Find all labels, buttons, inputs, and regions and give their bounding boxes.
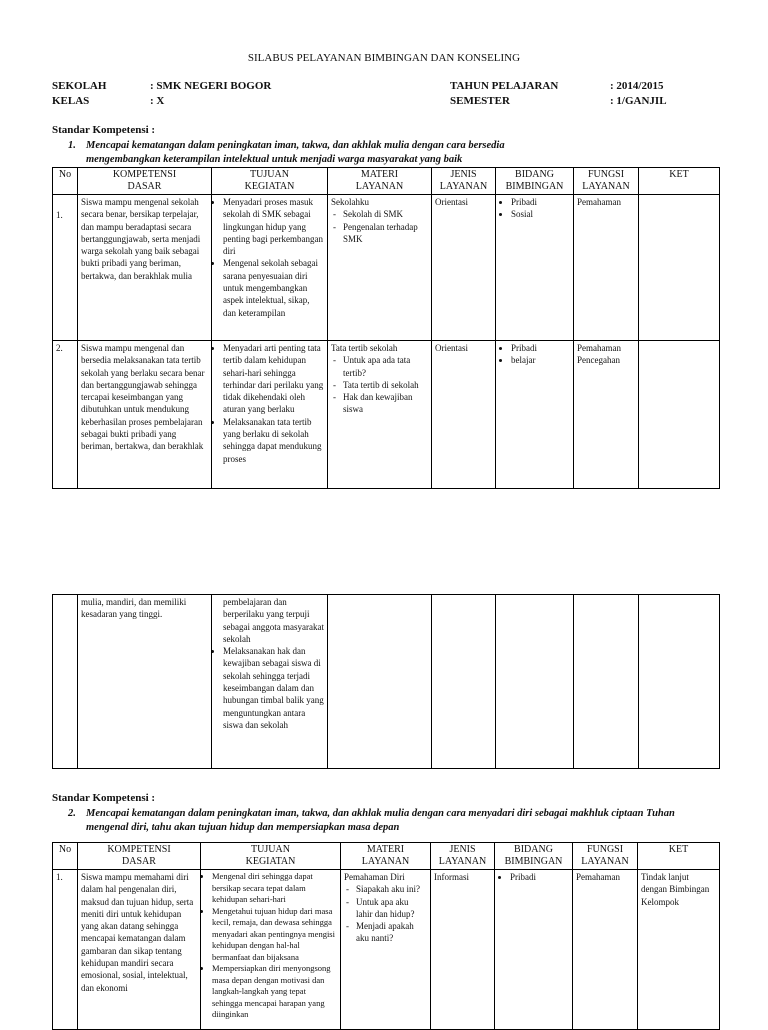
standard2-number: 2. (68, 808, 76, 819)
header-no: No (53, 168, 78, 195)
row-ket (639, 341, 720, 489)
row-kd: mulia, mandiri, dan memiliki kesadaran yang tinggi. (78, 595, 212, 769)
materi-title: Pemahaman Diri (344, 872, 405, 882)
list-item: • Pribadi (511, 196, 570, 208)
row-fungsi: Pemahaman Pencegahan (574, 341, 639, 489)
table-header-row (53, 168, 720, 195)
sekolah-value: : SMK NEGERI BOGOR (150, 80, 272, 92)
table-row (53, 195, 720, 341)
row-materi (328, 341, 432, 489)
list-item: - Hak dan kewajiban siswa (343, 391, 428, 416)
header-ket: KET (638, 843, 720, 870)
tahun-label: TAHUN PELAJARAN (450, 80, 559, 92)
header-no: No (53, 843, 78, 870)
row-bidang (496, 341, 574, 489)
header-jenis: JENIS LAYANAN (432, 168, 496, 195)
row-kd: Siswa mampu mengenal dan bersedia melaksanakan tata tertib sekolah yang berlaku secara benar dan bertanggungjawab sehingga tercapai keseimbangan yang dibutuhkan untuk mendukung keberhasilan proses pembelajaran sebagai bukti pribadi yang beriman, bertakwa, dan berakhlak (78, 341, 212, 489)
standard1-number: 1. (68, 140, 76, 151)
row-jenis: Orientasi (432, 195, 496, 341)
row-materi (341, 870, 431, 1030)
standard1-heading: Standar Kompetensi : (52, 124, 156, 136)
header-bidang: BIDANG BIMBINGAN (496, 168, 574, 195)
list-item: • Sosial (511, 208, 570, 220)
list-item: - Untuk apa ada tata tertib? (343, 354, 428, 379)
list-item: • Melaksanakan hak dan kewajiban sebagai siswa di sekolah sehingga terjadi keseimbangan dalam dan hubungan timbal balik yang menguntungkan antara siswa dan sekolah (223, 645, 324, 731)
standard1-line1: Mencapai kematangan dalam peningkatan iman, takwa, dan akhlak mulia dengan cara bersedia (86, 140, 505, 151)
header-materi: MATERI LAYANAN (341, 843, 431, 870)
table-header-row (53, 843, 720, 870)
syllabus-table-1 (52, 167, 720, 489)
list-item: - Menjadi apakah aku nanti? (356, 920, 427, 945)
header-tujuan: TUJUAN KEGIATAN (212, 168, 328, 195)
row-jenis: Orientasi (432, 341, 496, 489)
row-bidang (495, 870, 573, 1030)
standard2-line1: Mencapai kematangan dalam peningkatan iman, takwa, dan akhlak mulia dengan cara menyadari diri sebagai makhluk ciptaan Tuhan (86, 808, 675, 819)
row-no: 2. (53, 341, 78, 489)
row-tujuan (212, 341, 328, 489)
standard1-line2: mengembangkan keterampilan intelektual untuk menjadi warga masyarakat yang baik (86, 154, 463, 165)
standard2-line2: mengenal diri, tahu akan tujuan hidup dan mempersiapkan masa depan (86, 822, 400, 833)
kelas-value: : X (150, 95, 165, 107)
list-item: • Melaksanakan tata tertib yang berlaku di sekolah sehingga dapat mendukung proses (223, 416, 324, 465)
header-materi: MATERI LAYANAN (328, 168, 432, 195)
list-item: - Siapakah aku ini? (356, 883, 427, 895)
materi-title: Tata tertib sekolah (331, 343, 398, 353)
list-item: • belajar (511, 354, 570, 366)
kelas-label: KELAS (52, 95, 90, 107)
list-item: - Tata tertib di sekolah (343, 379, 428, 391)
list-item: • Pribadi (510, 871, 569, 883)
header-jenis: JENIS LAYANAN (431, 843, 495, 870)
row-ket: Tindak lanjut dengan Bimbingan Kelompok (638, 870, 720, 1030)
semester-label: SEMESTER (450, 95, 510, 107)
row-bidang (496, 195, 574, 341)
semester-value: : 1/GANJIL (610, 95, 667, 107)
row-kd: Siswa mampu memahami diri dalam hal pengenalan diri, maksud dan tujuan hidup, serta meniti diri untuk kehidupan yang akan datang sehingga mencapai kematangan dalam gambaran dan sikap tentang kehidupan mandiri secara emosional, sosial, intelektual, dan ekonomi (78, 870, 201, 1030)
tahun-value: : 2014/2015 (610, 80, 664, 92)
row-tujuan (201, 870, 341, 1030)
header-tujuan: TUJUAN KEGIATAN (201, 843, 341, 870)
list-item: • Pribadi (511, 342, 570, 354)
table-row (53, 595, 720, 769)
table-row (53, 870, 720, 1030)
list-item: - Pengenalan terhadap SMK (343, 221, 428, 246)
list-item: - Sekolah di SMK (343, 208, 428, 220)
continuation-table (52, 594, 720, 769)
materi-title: Sekolahku (331, 197, 369, 207)
list-item: • Mempersiapkan diri menyongsong masa depan dengan motivasi dan langkah-langkah yang tepat sehingga mencapai harapan yang diinginkan (212, 963, 337, 1021)
row-no: 1. (53, 870, 78, 1030)
list-item: • Mengenal sekolah sebagai sarana penyesuaian diri untuk mengembangkan aspek intelektual, sikap, dan keterampilan (223, 257, 324, 318)
row-fungsi: Pemahaman (574, 195, 639, 341)
row-ket (639, 195, 720, 341)
standard2-heading: Standar Kompetensi : (52, 792, 156, 804)
page-title: SILABUS PELAYANAN BIMBINGAN DAN KONSELING (247, 52, 521, 64)
header-kompetensi: KOMPETENSI DASAR (78, 843, 201, 870)
list-item: • Menyadari proses masuk sekolah di SMK sebagai lingkungan hidup yang penting bagi perkembangan diri (223, 196, 324, 257)
header-kompetensi: KOMPETENSI DASAR (78, 168, 212, 195)
list-item: - Untuk apa aku lahir dan hidup? (356, 896, 427, 921)
header-bidang: BIDANG BIMBINGAN (495, 843, 573, 870)
tujuan-continued: pembelajaran dan berperilaku yang terpuji sebagai anggota masyarakat sekolah (223, 597, 324, 644)
row-fungsi: Pemahaman (573, 870, 638, 1030)
row-jenis: Informasi (431, 870, 495, 1030)
row-tujuan (212, 595, 328, 769)
sekolah-label: SEKOLAH (52, 80, 107, 92)
row-tujuan (212, 195, 328, 341)
syllabus-table-2 (52, 842, 720, 1030)
table-row (53, 341, 720, 489)
header-ket: KET (639, 168, 720, 195)
list-item: • Mengenal diri sehingga dapat bersikap secara tepat dalam kehidupan sehari-hari (212, 871, 337, 906)
header-fungsi: FUNGSI LAYANAN (573, 843, 638, 870)
row-materi (328, 195, 432, 341)
list-item: • Mengetahui tujuan hidup dari masa kecil, remaja, dan dewasa sehingga menyadari akan pentingnya mengisi kehidupan dengan hal-hal bermanfaat dan bijaksana (212, 906, 337, 964)
row-no: 1. (53, 195, 78, 341)
list-item: • Menyadari arti penting tata tertib dalam kehidupan sehari-hari sehingga terhindar dari perilaku yang tidak dikehendaki oleh aturan yang berlaku (223, 342, 324, 416)
row-kd: Siswa mampu mengenal sekolah secara benar, bersikap terpelajar, dan mampu beradaptasi secara bertanggungjawab, serta menjadi warga sekolah yang baik sebagai bukti pribadi yang beriman, bertakwa, dan berakhlak mulia (78, 195, 212, 341)
header-fungsi: FUNGSI LAYANAN (574, 168, 639, 195)
